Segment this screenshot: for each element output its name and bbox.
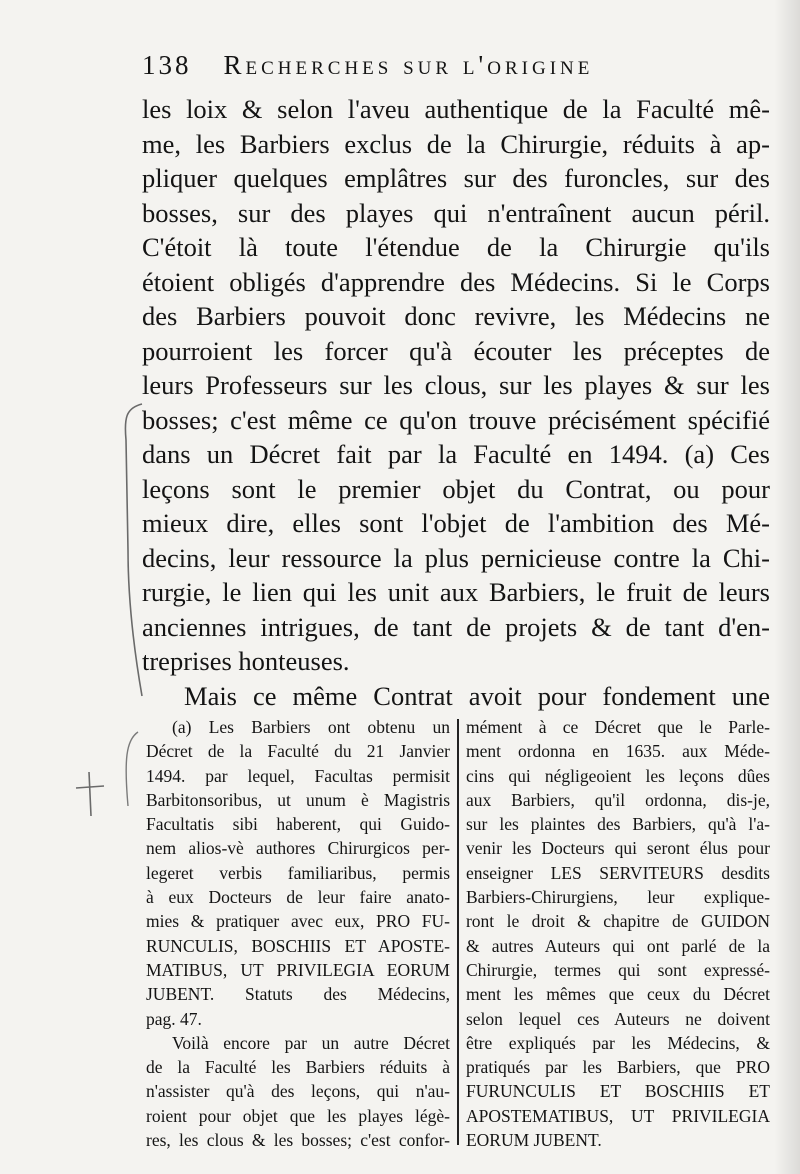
footnote-line: nem alios-vè authores Chirurgicos per-: [146, 838, 450, 859]
footnote-line: RUNCULIS, BOSCHIIS ET APOSTE-: [146, 935, 450, 956]
footnote-line: pag. 47.: [146, 1008, 202, 1029]
footnote-line: JUBENT. Statuts des Médecins,: [146, 984, 450, 1005]
text-line: dans un Décret fait par la Faculté en 1494. (a) Ces: [142, 439, 770, 469]
footnote-line: (a) Les Barbiers ont obtenu un: [172, 717, 450, 737]
footnote-line: ront le droit & chapitre de GUIDON: [465, 911, 770, 932]
text-line: me, les Barbiers exclus de la Chirurgie, réduits à ap-: [142, 128, 770, 159]
text-line: anciennes intrigues, de tant de projets & de tant d'en-: [142, 611, 770, 642]
footnote-line: Barbitonsoribus, ut unum è Magistris: [146, 789, 450, 810]
text-line: les loix & selon l'aveu authentique de la Faculté mê-: [142, 94, 770, 124]
page-header: [142, 50, 742, 90]
footnote-line: FURUNCULIS ET BOSCHIIS ET: [465, 1081, 770, 1102]
footnote-line: res, les clous & les bosses; c'est confor-: [146, 1130, 450, 1151]
footnote-line: MATIBUS, UT PRIVILEGIA EORUM: [146, 959, 450, 980]
pencil-bracket-mark: [112, 400, 152, 700]
text-line: bosses; c'est même ce qu'on trouve précisément spécifié: [142, 404, 770, 435]
text-line: leçons sont le premier objet du Contrat, ou pour: [142, 473, 770, 504]
text-line: mieux dire, elles sont l'objet de l'ambition des Mé-: [142, 508, 770, 538]
text-line: bosses, sur des playes qui n'entraînent aucun péril.: [142, 197, 770, 228]
footnote-line: legeret verbis familiaribus, permis: [146, 862, 450, 883]
footnote-line: venir les Docteurs qui seront élus pour: [465, 838, 770, 859]
footnote-line: mément à ce Décret que le Parle-: [465, 717, 770, 737]
main-text: [142, 92, 770, 713]
gutter-shadow: [774, 0, 800, 1174]
footnote-line: APOSTEMATIBUS, UT PRIVILEGIA: [465, 1105, 770, 1126]
text-line: decins, leur ressource la plus pernicieuse contre la Chi-: [142, 542, 770, 573]
footnote-line: & autres Auteurs qui ont parlé de la: [465, 935, 770, 956]
footnote-line: sur les plaintes des Barbiers, qu'à l'a-: [465, 814, 770, 835]
footnote-line: Décret de la Faculté du 21 Janvier: [146, 741, 450, 762]
footnote-line: EORUM JUBENT.: [465, 1130, 602, 1151]
footnote-line: pratiqués par les Barbiers, que PRO: [465, 1057, 770, 1078]
text-line: pliquer quelques emplâtres sur des furoncles, sur des: [142, 163, 770, 193]
text-line: pourroient les forcer qu'à écouter les préceptes de: [142, 335, 770, 366]
footnote-line: de la Faculté les Barbiers réduits à: [146, 1057, 450, 1078]
footnote-line: cins qui négligeoient les leçons dûes: [465, 765, 770, 786]
footnote-line: Barbiers-Chirurgiens, leur explique-: [465, 887, 770, 908]
footnote-line: mies & pratiquer avec eux, PRO FU-: [146, 911, 450, 932]
pencil-cross-mark: [72, 770, 106, 818]
text-line: C'étoit là toute l'étendue de la Chirurgie qu'ils: [142, 232, 770, 262]
text-line: étoient obligés d'apprendre des Médecins. Si le Corps: [142, 266, 770, 297]
text-line: treprises honteuses.: [142, 646, 350, 676]
footnote-line: ment ordonna en 1635. aux Méde-: [465, 741, 770, 762]
footnote-line: n'assister qu'à des leçons, qui n'au-: [146, 1081, 450, 1102]
footnote-line: aux Barbiers, qu'il ordonna, dis-je,: [465, 789, 770, 810]
text-line: leurs Professeurs sur les clous, sur les playes & sur les: [142, 370, 770, 400]
text-line: rurgie, le lien qui les unit aux Barbiers, le fruit de leurs: [142, 577, 770, 607]
footnote-line: selon lequel ces Auteurs ne doivent: [465, 1008, 770, 1029]
text-line: Mais ce même Contrat avoit pour fondement une: [184, 680, 770, 711]
pencil-bracket-mark-lower: [118, 730, 142, 810]
footnote-line: Chirurgie, termes qui sont expressé-: [465, 959, 770, 980]
footnote-line: à eux Docteurs de leur faire anato-: [146, 887, 450, 908]
page-number: 138: [142, 50, 192, 80]
text-line: des Barbiers pouvoit donc revivre, les Médecins ne: [142, 301, 770, 331]
footnote-line: roient pour objet que les playes légè-: [146, 1105, 450, 1126]
footnote-line: être expliqués par les Médecins, &: [465, 1032, 770, 1053]
running-title: Recherches sur l'origine: [223, 50, 594, 80]
footnote-column-right: [465, 715, 770, 1151]
column-divider: [457, 719, 459, 1145]
footnote-line: enseigner LES SERVITEURS desdits: [465, 862, 770, 883]
footnote-line: Voilà encore par un autre Décret: [172, 1032, 450, 1053]
footnote-line: ment les mêmes que ceux du Décret: [465, 984, 770, 1005]
footnote-line: 1494. par lequel, Facultas permisit: [146, 765, 450, 786]
footnote-column-left: [146, 715, 450, 1151]
footnotes: [146, 715, 770, 1151]
footnote-line: Facultatis sibi haberent, qui Guido-: [146, 814, 450, 835]
